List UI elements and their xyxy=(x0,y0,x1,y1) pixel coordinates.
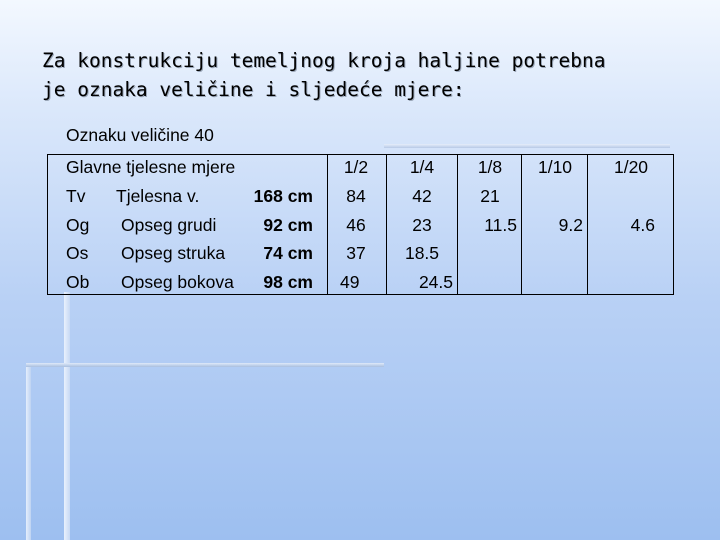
row-eighth: 21 xyxy=(480,186,500,206)
row-code: Os xyxy=(66,243,89,263)
row-value: 74 cm xyxy=(263,243,313,263)
size-label: Oznaku veličine 40 xyxy=(66,125,214,145)
row-value: 92 cm xyxy=(263,215,313,235)
column-divider xyxy=(457,155,458,294)
row-half: 37 xyxy=(346,243,366,263)
column-divider xyxy=(327,155,328,294)
row-value: 168 cm xyxy=(253,186,313,206)
decorative-horizontal-bar-top xyxy=(384,144,670,148)
header-fraction-half: 1/2 xyxy=(343,157,369,177)
slide-title xyxy=(42,46,702,104)
row-quarter: 18.5 xyxy=(404,243,440,263)
column-divider xyxy=(521,155,522,294)
header-label: Glavne tjelesne mjere xyxy=(66,157,236,177)
row-half: 49 xyxy=(340,272,360,292)
header-fraction-tenth: 1/10 xyxy=(537,157,573,177)
decorative-vertical-bar xyxy=(64,292,70,540)
row-quarter: 42 xyxy=(412,186,432,206)
header-fraction-quarter: 1/4 xyxy=(409,157,435,177)
column-divider xyxy=(386,155,387,294)
column-divider xyxy=(587,155,588,294)
row-name: Opseg struka xyxy=(121,243,226,263)
row-code: Ob xyxy=(66,272,90,292)
row-half: 46 xyxy=(346,215,366,235)
title-line-2: je oznaka veličine i sljedeće mjere: xyxy=(42,78,465,101)
row-code: Og xyxy=(66,215,90,235)
row-half: 84 xyxy=(346,186,366,206)
decorative-vertical-bar-left xyxy=(26,366,31,540)
row-quarter: 23 xyxy=(412,215,432,235)
row-twentieth: 4.6 xyxy=(630,215,655,235)
row-eighth: 11.5 xyxy=(484,215,517,235)
row-code: Tv xyxy=(66,186,86,206)
row-name: Tjelesna v. xyxy=(116,186,200,206)
row-value: 98 cm xyxy=(263,272,313,292)
decorative-horizontal-bar xyxy=(26,363,384,367)
header-fraction-eighth: 1/8 xyxy=(477,157,503,177)
row-tenth: 9.2 xyxy=(558,215,583,235)
row-name: Opseg grudi xyxy=(121,215,217,235)
measurements-table xyxy=(47,154,674,295)
row-quarter: 24.5 xyxy=(418,272,453,292)
row-name: Opseg bokova xyxy=(121,272,234,292)
title-line-1: Za konstrukciju temeljnog kroja haljine potrebna xyxy=(42,49,606,72)
header-fraction-twentieth: 1/20 xyxy=(613,157,649,177)
